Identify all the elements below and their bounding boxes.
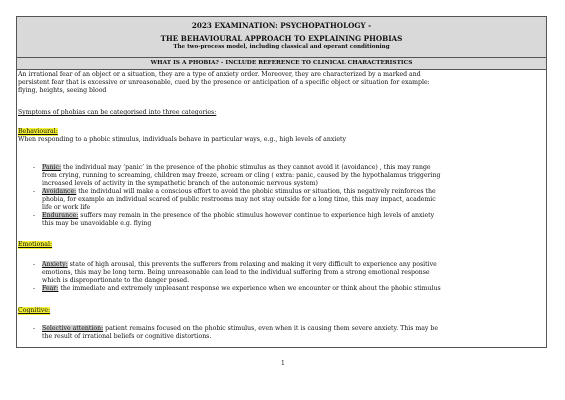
avoidance-line-2: phobia, for example an individual scared of public restrooms may not stay outside for a long time, this may impact, academic [42,196,436,203]
anxiety-term: Anxiety: [42,261,68,268]
anxiety-line-1: Anxiety: state of high arousal, this prevents the sufferers from relaxing and making it very difficult to experience any positive [42,261,437,268]
intro-line-1: An irrational fear of an object or a situation, they are a type of anxiety order. Moreover, they are characterized by a marked and [18,71,421,78]
panic-line-1: Panic: the individual may ‘panic’ in the presence of the phobic stimulus as they cannot avoid it (avoidance) , this may range [42,164,431,171]
bullet-dash: - [33,212,36,219]
bullet-dash: - [33,325,36,332]
selective-attention-line-1: Selective attention: patient remains focused on the phobic stimulus, even when it is causing them severe anxiety. This may be [42,325,438,332]
title-line-2: THE BEHAVIOURAL APPROACH TO EXPLAINING PHOBIAS [160,34,403,43]
panic-line-3: increased levels of activity in the sympathetic branch of the autonomic nervous system) [42,180,318,187]
behavioural-intro: When responding to a phobic stimulus, individuals behave in particular ways, e.g., high levels of anxiety [18,136,346,143]
intro-line-2: persistent fear that is excessive or unreasonable, cued by the presence or anticipation of a specific object or situation for example: [18,79,430,86]
emotional-label: Emotional: [18,241,53,248]
intro-line-3: flying, heights, seeing blood [18,87,107,94]
behavioural-label: Behavioural: [18,128,58,135]
bullet-dash: - [33,164,36,171]
fear-line-1: Fear: the immediate and extremely unpleasant response we experience when we encounter or think about the phobic stimulus [42,285,441,292]
subtitle: The two-process model, including classical and operant conditioning [173,44,390,50]
panic-line-2: from crying, running to screaming, children may freeze, scream or cling ( extra: panic, caused by the hypothalamus triggering [42,172,441,179]
fear-term: Fear: [42,285,59,292]
anxiety-line-3: which is disproportionate to the danger posed. [42,277,190,284]
cognitive-label: Cognitive: [18,307,51,314]
avoidance-term: Avoidance: [42,188,77,195]
page-number: 1 [281,360,285,367]
title-block [16,16,547,58]
bullet-dash: - [33,285,36,292]
symptoms-heading: Symptoms of phobias can be categorised into three categories: [18,109,217,116]
bullet-dash: - [33,261,36,268]
anxiety-line-2: emotions, this may be long term. Being unreasonable can lead to the individual suffering from a strong emotional response [42,269,430,276]
endurance-line-2: this may be unavoidable e.g. flying [42,220,152,227]
avoidance-line-3: life or work life [42,204,91,211]
bullet-dash: - [33,188,36,195]
selective-attention-term: Selective attention: [42,325,104,332]
endurance-line-1: Endurance: suffers may remain in the presence of the phobic stimulus however continue to experience high levels of anxiety [42,212,435,219]
panic-term: Panic: [42,164,62,171]
selective-attention-line-2: the result of irrational beliefs or cognitive distortions. [42,333,212,340]
title-line-1: 2023 EXAMINATION: PSYCHOPATHOLOGY - [191,21,372,30]
endurance-term: Endurance: [42,212,79,219]
section-heading: WHAT IS A PHOBIA? - INCLUDE REFERENCE TO CLINICAL CHARACTERISTICS [16,58,547,70]
avoidance-line-1: Avoidance: the individual will make a conscious effort to avoid the phobic stimulus or situation, this negatively reinforces the [42,188,436,195]
